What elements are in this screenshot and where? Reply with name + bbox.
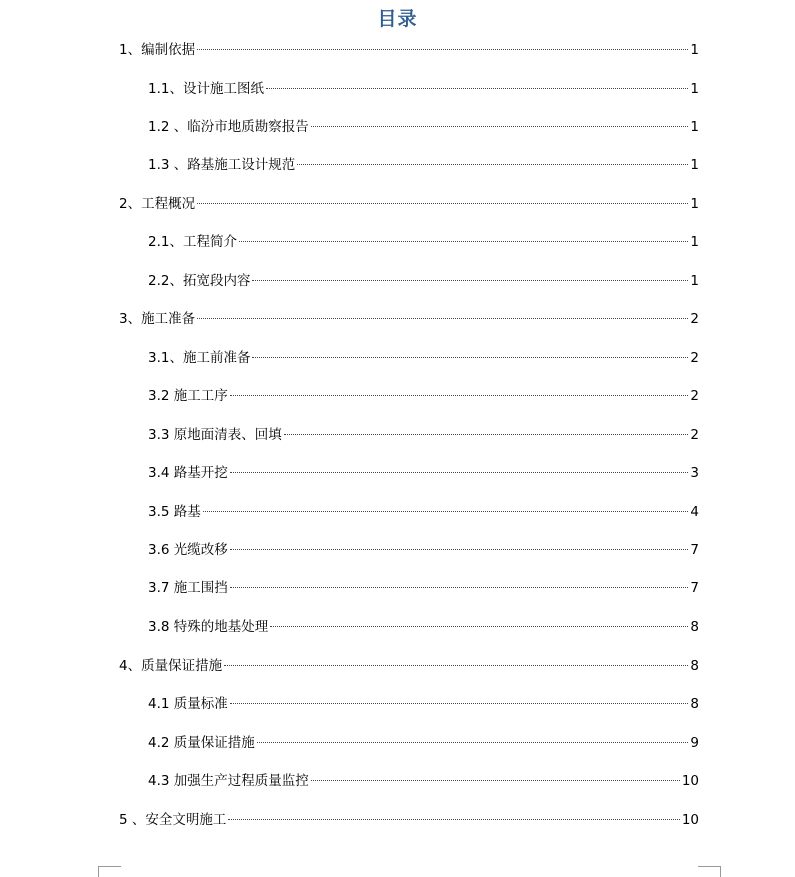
toc-entry[interactable] — [119, 810, 699, 830]
dot-leader — [311, 126, 689, 127]
toc-entry[interactable] — [148, 425, 699, 445]
toc-entry[interactable] — [148, 155, 699, 175]
dot-leader — [228, 819, 679, 820]
toc-entry[interactable] — [148, 771, 699, 791]
toc-entry[interactable] — [119, 40, 699, 60]
toc-entry-page: 8 — [690, 658, 699, 674]
dot-leader — [311, 780, 680, 781]
dot-leader — [197, 49, 688, 50]
toc-entry-label: 4.2 质量保证措施 — [148, 735, 255, 751]
toc-entry-label: 2.2、拓宽段内容 — [148, 273, 251, 289]
toc-entry-page: 7 — [690, 542, 699, 558]
dot-leader — [197, 318, 688, 319]
toc-entry[interactable] — [148, 540, 699, 560]
toc-title: 目录 — [377, 8, 418, 30]
dot-leader — [266, 88, 688, 89]
toc-entry-page: 3 — [690, 465, 699, 481]
toc-entry-page: 1 — [690, 234, 699, 250]
toc-entry[interactable] — [119, 656, 699, 676]
dot-leader — [230, 549, 689, 550]
dot-leader — [203, 511, 689, 512]
toc-entry-label: 3.7 施工围挡 — [148, 580, 228, 596]
dot-leader — [230, 395, 689, 396]
toc-entry-page: 2 — [690, 388, 699, 404]
page-corner-mark-right — [698, 866, 721, 877]
dot-leader — [252, 280, 688, 281]
toc-entry-label: 1.3 、路基施工设计规范 — [148, 157, 296, 173]
toc-entry-page: 1 — [690, 42, 699, 58]
toc-entry-page: 1 — [690, 273, 699, 289]
toc-entry-label: 3.6 光缆改移 — [148, 542, 228, 558]
toc-entry-label: 4.3 加强生产过程质量监控 — [148, 773, 309, 789]
toc-entry[interactable] — [148, 232, 699, 252]
toc-entry-label: 3、施工准备 — [119, 311, 196, 327]
toc-entry-page: 1 — [690, 81, 699, 97]
toc-entry-label: 4.1 质量标准 — [148, 696, 228, 712]
dot-leader — [257, 742, 689, 743]
dot-leader — [297, 164, 688, 165]
toc-entry-page: 10 — [681, 773, 699, 789]
toc-entry-page: 1 — [690, 157, 699, 173]
toc-entry[interactable] — [148, 463, 699, 483]
toc-entry-page: 10 — [681, 812, 699, 828]
toc-entry-label: 3.5 路基 — [148, 504, 201, 520]
toc-entry-label: 1.2 、临汾市地质勘察报告 — [148, 119, 309, 135]
dot-leader — [284, 434, 689, 435]
toc-entry-page: 1 — [690, 196, 699, 212]
toc-entry[interactable] — [148, 271, 699, 291]
dot-leader — [230, 703, 689, 704]
toc-entry[interactable] — [148, 694, 699, 714]
dot-leader — [252, 357, 688, 358]
toc-entry-label: 3.8 特殊的地基处理 — [148, 619, 269, 635]
toc-entry-label: 3.4 路基开挖 — [148, 465, 228, 481]
toc-entry-label: 3.3 原地面清表、回填 — [148, 427, 282, 443]
toc-entry-label: 3.1、施工前准备 — [148, 350, 251, 366]
toc-entry[interactable] — [148, 617, 699, 637]
toc-entry-page: 2 — [690, 350, 699, 366]
page-corner-mark-left — [98, 866, 121, 877]
dot-leader — [224, 665, 688, 666]
dot-leader — [239, 241, 688, 242]
toc-entry-page: 7 — [690, 580, 699, 596]
toc-entry[interactable] — [148, 578, 699, 598]
dot-leader — [197, 203, 688, 204]
toc-entry-page: 2 — [690, 311, 699, 327]
toc-entry-page: 9 — [690, 735, 699, 751]
toc-entry-label: 2、工程概况 — [119, 196, 196, 212]
toc-entry[interactable] — [148, 386, 699, 406]
toc-entry-page: 2 — [690, 427, 699, 443]
toc-entry-page: 8 — [690, 619, 699, 635]
toc-entry[interactable] — [148, 348, 699, 368]
toc-entry[interactable] — [148, 117, 699, 137]
toc-entry[interactable] — [119, 194, 699, 214]
toc-entry[interactable] — [148, 502, 699, 522]
toc-entry-label: 4、质量保证措施 — [119, 658, 223, 674]
dot-leader — [270, 626, 688, 627]
toc-entry-label: 3.2 施工工序 — [148, 388, 228, 404]
toc-entry-label: 1.1、设计施工图纸 — [148, 81, 264, 97]
toc-entry-label: 5 、安全文明施工 — [119, 812, 227, 828]
dot-leader — [230, 587, 689, 588]
toc-entry-page: 4 — [690, 504, 699, 520]
toc-entry-label: 2.1、工程简介 — [148, 234, 237, 250]
toc-entry-label: 1、编制依据 — [119, 42, 196, 58]
toc-entry[interactable] — [148, 733, 699, 753]
toc-entry-page: 1 — [690, 119, 699, 135]
dot-leader — [230, 472, 689, 473]
toc-entry[interactable] — [119, 309, 699, 329]
toc-entry-page: 8 — [690, 696, 699, 712]
toc-entry[interactable] — [148, 79, 699, 99]
